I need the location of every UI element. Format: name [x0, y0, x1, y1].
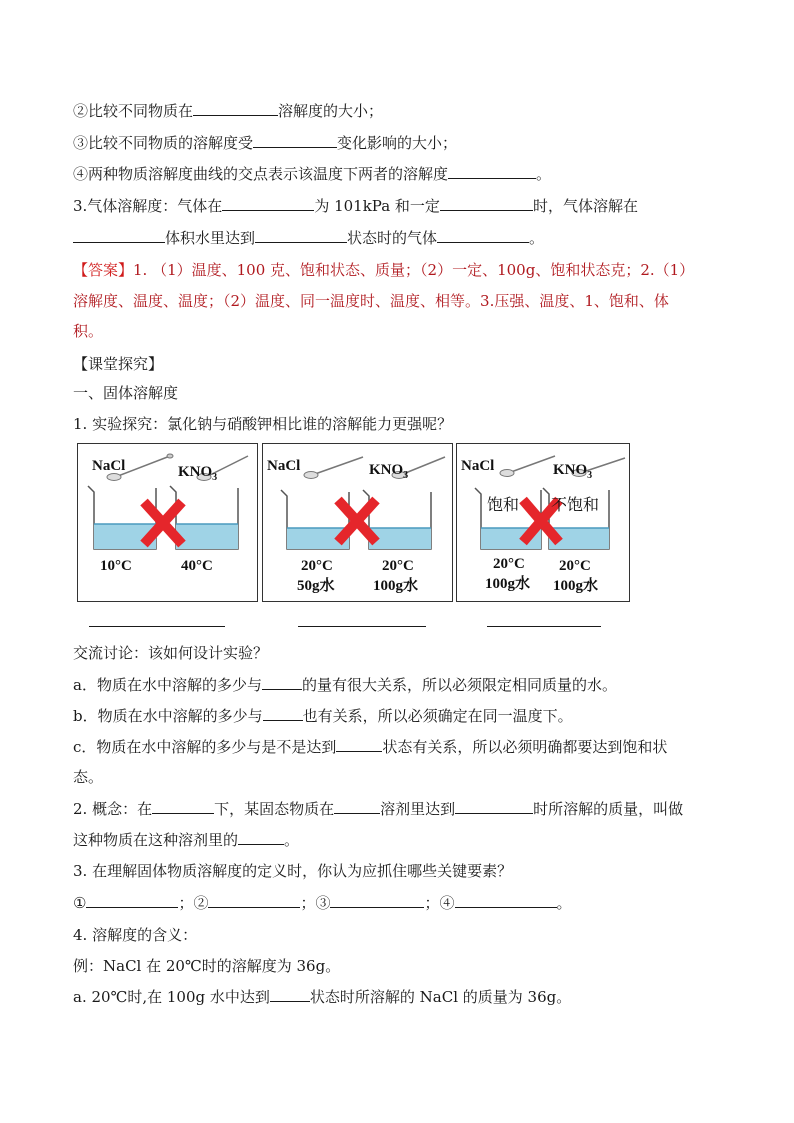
kno3-label: $KNO_3$ [178, 464, 218, 483]
panel-answer-blank-1[interactable] [89, 626, 225, 627]
blank[interactable] [208, 893, 300, 908]
experiment-panel-1 [77, 443, 258, 602]
blank[interactable] [253, 133, 337, 148]
temp-label-left: 10°C [100, 558, 132, 574]
blank[interactable] [440, 196, 533, 211]
nacl-label: NaCl [92, 458, 126, 474]
water-label-right: 100g水 [373, 578, 419, 594]
line-intersection: ④两种物质溶解度曲线的交点表示该温度下两者的溶解度 。 [73, 165, 552, 183]
question-4: 4. 溶解度的含义： [73, 926, 198, 944]
blank[interactable] [437, 228, 529, 243]
discussion-b: b．物质在水中溶解的多少与 也有关系，所以必须确定在同一温度下。 [73, 707, 573, 725]
blank[interactable] [86, 893, 178, 908]
blank[interactable] [222, 196, 314, 211]
line-gas-solubility-2: 体积水里达到 状态时的气体 。 [73, 227, 544, 249]
temp-label-right: 40°C [181, 558, 213, 574]
blank[interactable] [455, 893, 557, 908]
water-label-left: 100g水 [485, 576, 531, 592]
line-compare-solubility: ③比较不同物质的溶解度受 变化影响的大小； [73, 134, 458, 152]
line-gas-solubility: 3.气体溶解度：气体在 为 101kPa 和一定 时，气体溶解在 [73, 197, 638, 215]
panel-answer-blank-2[interactable] [298, 626, 426, 627]
line-compare-substances: ②比较不同物质在 溶解度的大小； [73, 102, 384, 120]
blank[interactable] [238, 830, 284, 845]
beaker-illustration-3 [457, 444, 629, 601]
question-2: 2. 概念：在 下，某固态物质在 溶剂里达到 时所溶解的质量，叫做 [73, 800, 684, 818]
discussion-a: a．物质在水中溶解的多少与 的量有很大关系，所以必须限定相同质量的水。 [73, 676, 617, 694]
blank[interactable] [455, 799, 533, 814]
blank[interactable] [73, 228, 165, 243]
temp-label-right: 20°C [559, 558, 591, 574]
section-title: 【课堂探究】 [73, 355, 164, 373]
experiment-panel-3 [456, 443, 630, 602]
answer-line-1: 【答案】1. （1）温度、100 克、饱和状态、质量；（2）一定、100g、饱和状态克；2.（1） [73, 261, 695, 279]
blank[interactable] [152, 799, 214, 814]
blank[interactable] [263, 706, 303, 721]
nacl-label: NaCl [267, 458, 301, 474]
subsection-title: 一、固体溶解度 [73, 384, 179, 402]
water-label-left: 50g水 [297, 578, 335, 594]
saturated-tag: 饱和 [487, 495, 520, 514]
nacl-label: NaCl [461, 458, 495, 474]
question-3: 3. 在理解固体物质溶解度的定义时，你认为应抓住哪些关键要素？ [73, 862, 513, 880]
blank[interactable] [336, 737, 382, 752]
answer-label: 【答案】 [73, 261, 134, 279]
discussion-c-cont: 态。 [73, 768, 104, 786]
kno3-label: $KNO_3$ [553, 462, 593, 481]
beaker-illustration-2 [263, 444, 452, 601]
water-label-right: 100g水 [553, 578, 599, 594]
question-4-a: a. 20℃时,在 100g 水中达到 状态时所溶解的 NaCl 的质量为 36g。 [73, 988, 572, 1006]
experiment-panel-2 [262, 443, 453, 602]
unsaturated-tag: 不饱和 [551, 495, 600, 514]
question-2-cont: 这种物质在这种溶剂里的 。 [73, 831, 300, 849]
blank[interactable] [262, 675, 302, 690]
blank[interactable] [330, 893, 424, 908]
temp-label-left: 20°C [301, 558, 333, 574]
kno3-label: $KNO_3$ [369, 462, 409, 481]
answer-line-3: 积。 [73, 322, 104, 340]
blank[interactable] [270, 987, 310, 1002]
blank[interactable] [193, 101, 278, 116]
panel-answer-blank-3[interactable] [487, 626, 601, 627]
answer-line-2: 溶解度、温度、温度；（2）温度、同一温度时、温度、相等。3.压强、温度、1、饱和、体 [73, 292, 669, 310]
question-1: 1. 实验探究：氯化钠与硝酸钾相比谁的溶解能力更强呢？ [73, 415, 453, 433]
blank[interactable] [334, 799, 380, 814]
question-4-example: 例：NaCl 在 20℃时的溶解度为 36g。 [73, 957, 341, 975]
temp-label-right: 20°C [382, 558, 414, 574]
discussion-c: c．物质在水中溶解的多少与是不是达到 状态有关系，所以必须明确都要达到饱和状 [73, 738, 668, 756]
blank[interactable] [448, 164, 536, 179]
blank[interactable] [255, 228, 347, 243]
temp-label-left: 20°C [493, 556, 525, 572]
discussion-title: 交流讨论：该如何设计实验？ [73, 644, 269, 662]
question-3-blanks: ① ；② ；③ ；④ 。 [73, 894, 572, 912]
beaker-illustration-1 [78, 444, 257, 601]
